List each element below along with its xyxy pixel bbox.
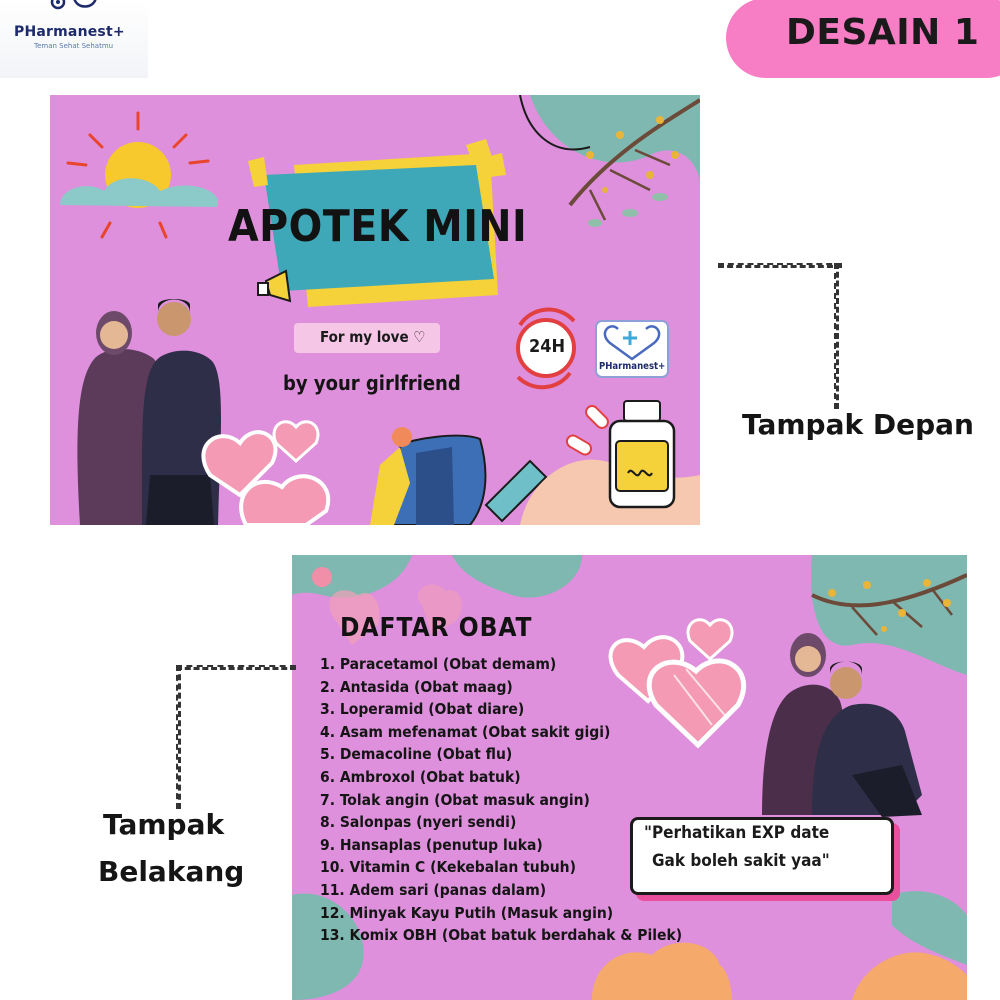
drug-list-heading: DAFTAR OBAT — [340, 613, 533, 643]
list-item: 2. Antasida (Obat maag) — [320, 677, 513, 696]
logo-tagline: Teman Sehat Sehatmu — [34, 42, 114, 50]
list-item: 1. Paracetamol (Obat demam) — [320, 655, 557, 673]
list-item: 4. Asam mefenamat (Obat sakit gigi) — [320, 722, 611, 741]
love-label: For my love ♡ — [320, 328, 426, 346]
list-item: 12. Minyak Kayu Putih (Masuk angin) — [320, 903, 614, 922]
byline: by your girlfriend — [283, 371, 461, 395]
front-title: APOTEK MINI — [228, 201, 528, 252]
callout-line-back — [176, 665, 296, 670]
list-item: 8. Salonpas (nyeri sendi) — [320, 813, 517, 832]
brand-logo — [0, 0, 148, 78]
badge-24h-text: 24H — [529, 336, 566, 357]
list-item: 7. Tolak angin (Obat masuk angin) — [320, 790, 590, 809]
front-card-artwork — [50, 95, 700, 525]
back-view-label-line-1: Tampak — [103, 808, 225, 841]
quote-line-2: Gak boleh sakit yaa" — [652, 851, 830, 871]
list-item: 6. Ambroxol (Obat batuk) — [320, 767, 521, 786]
list-item: 5. Demacoline (Obat flu) — [320, 745, 513, 764]
list-item: 3. Loperamid (Obat diare) — [320, 700, 525, 719]
callout-line-front-vertical — [834, 263, 839, 409]
list-item: 11. Adem sari (panas dalam) — [320, 880, 547, 899]
front-card — [50, 95, 700, 525]
list-item: 10. Vitamin C (Kekebalan tubuh) — [320, 858, 576, 877]
back-card — [292, 555, 967, 1000]
callout-line-front — [718, 263, 842, 268]
back-view-label-line-2: Belakang — [98, 855, 245, 888]
list-item: 9. Hansaplas (penutup luka) — [320, 835, 543, 854]
logo-brand-text: PHarmanest+ — [14, 24, 125, 40]
front-view-label: Tampak Depan — [742, 408, 974, 441]
badge-brand-text: PHarmanest+ — [599, 361, 666, 372]
list-item: 13. Komix OBH (Obat batuk berdahak & Pilek) — [320, 926, 683, 945]
stethoscope-icon — [44, 0, 104, 24]
callout-line-back-vertical — [176, 665, 181, 809]
quote-line-1: "Perhatikan EXP date — [644, 823, 830, 843]
design-title: DESAIN 1 — [786, 12, 980, 53]
drug-list — [320, 653, 682, 947]
